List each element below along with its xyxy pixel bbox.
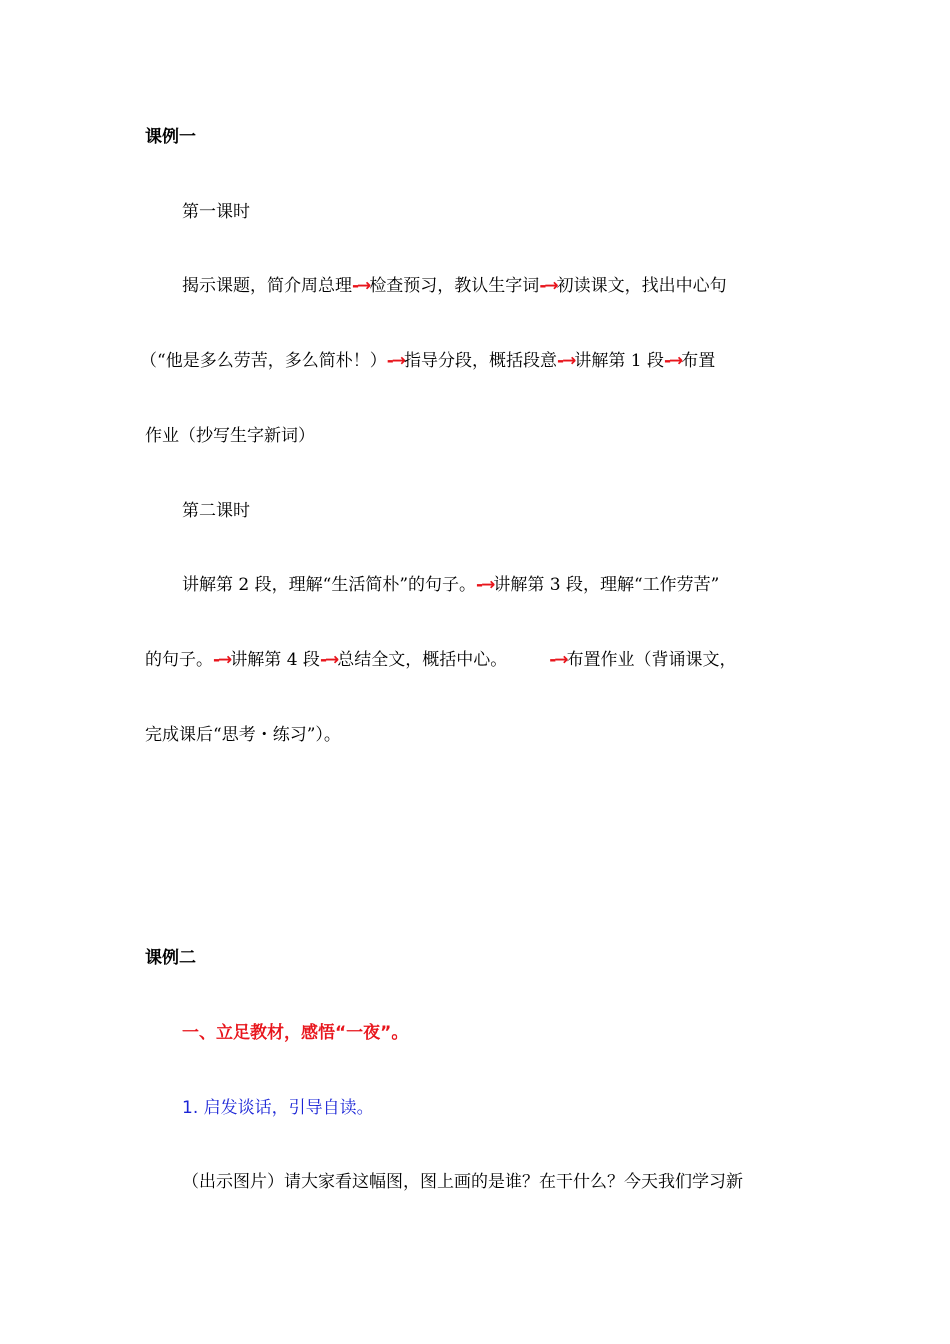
- arrow-icon: -→: [352, 276, 370, 296]
- paragraph-line: [182, 274, 810, 298]
- example2-title: 课例二: [145, 948, 196, 968]
- text-segment: 总结全文，概括中心。: [337, 650, 508, 670]
- example1-title: 课例一: [145, 127, 196, 147]
- arrow-icon: -→: [539, 276, 557, 296]
- section-heading: 一、立足教材，感悟“一夜”。: [182, 1023, 409, 1043]
- lesson1-title: 第一课时: [182, 202, 250, 222]
- arrow-icon: -→: [386, 351, 405, 371]
- paragraph-line: [182, 573, 810, 597]
- subsection-heading: 1. 启发谈话，引导自读。: [182, 1098, 374, 1118]
- text-segment: 检查预习，教认生字词: [369, 276, 540, 296]
- text-segment: 指导分段，概括段意: [404, 351, 558, 371]
- text-segment: （“他是多么劳苦，多么简朴！）: [140, 351, 387, 371]
- text-segment: 布置作业（背诵课文，: [566, 650, 737, 670]
- arrow-icon: -→: [319, 650, 338, 670]
- text-segment: 布置: [681, 351, 716, 371]
- lesson2-title: 第二课时: [182, 501, 250, 521]
- paragraph-line: 作业（抄写生字新词）: [145, 426, 315, 446]
- arrow-icon: -→: [557, 351, 575, 371]
- paragraph-line: 完成课后“思考・练习”）。: [145, 725, 341, 745]
- text-segment: 讲解第 2 段，理解“生活简朴”的句子。: [182, 575, 477, 595]
- arrow-icon: -→: [549, 650, 567, 670]
- text-segment: 揭示课题，简介周总理: [182, 276, 352, 296]
- text-segment: 初读课文，找出中心句: [556, 276, 727, 296]
- text-segment: 讲解第 4 段: [230, 650, 320, 670]
- paragraph-line: （出示图片）请大家看这幅图，图上画的是谁？在干什么？今天我们学习新: [182, 1172, 743, 1192]
- arrow-icon: -→: [476, 575, 494, 595]
- paragraph-line: [140, 349, 805, 373]
- text-segment: 讲解第 3 段，理解“工作劳苦”: [493, 575, 720, 595]
- text-segment: 讲解第 1 段: [574, 351, 664, 371]
- arrow-icon: -→: [663, 351, 682, 371]
- paragraph-line: [145, 648, 810, 672]
- text-segment: 的句子。: [145, 650, 213, 670]
- arrow-icon: -→: [213, 650, 231, 670]
